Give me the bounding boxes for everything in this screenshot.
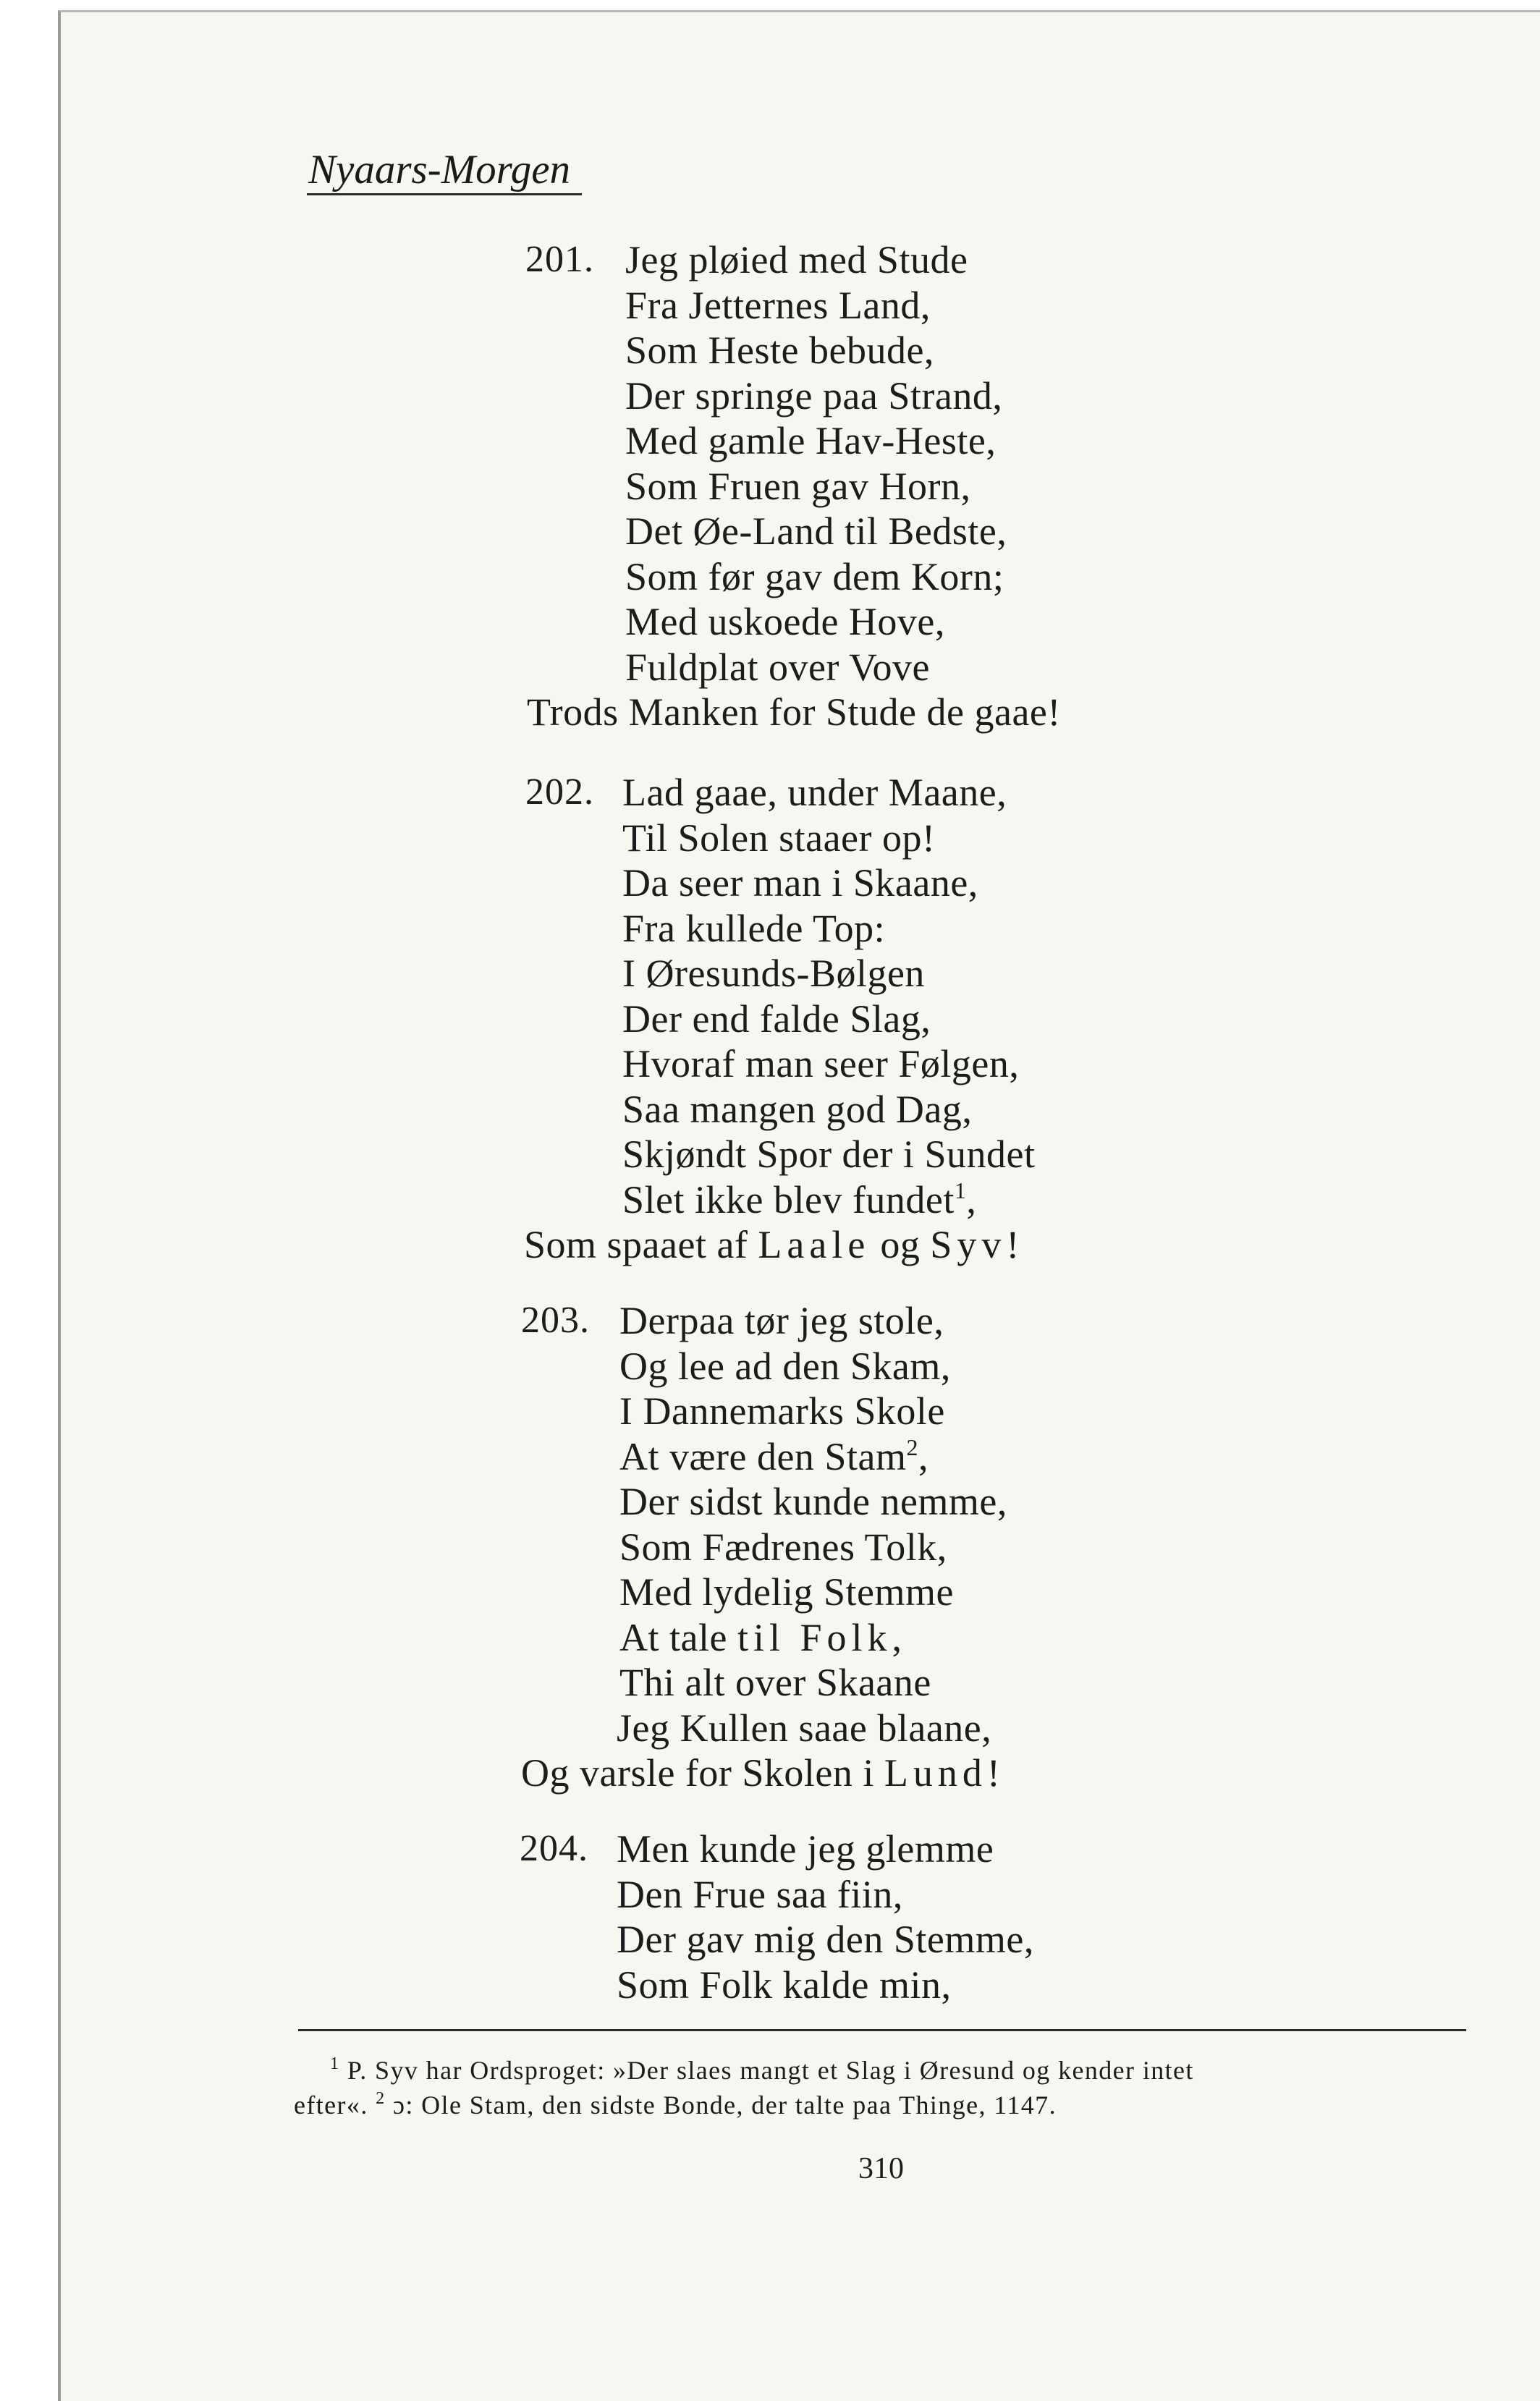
verse-line [619,1615,902,1661]
verse-line: Som Fædrenes Tolk, [619,1525,947,1569]
verse-line: I Øresunds-Bølgen [622,952,925,995]
verse-line: Med uskoede Hove, [625,600,945,643]
verse-line: Den Frue saa fiin, [617,1872,903,1916]
verse-line: Som Heste bebude, [625,329,934,372]
spaced-phrase-til-folk: til Folk [737,1615,892,1659]
verse-line: Som før gav dem Korn; [625,554,1004,598]
spaced-name-lund: Lund [884,1751,987,1795]
verse-line: Derpaa tør jeg stole, [619,1299,944,1342]
verse-line: Der sidst kunde nemme, [619,1480,1007,1523]
verse-line: Saa mangen god Dag, [622,1087,973,1131]
verse-line: Der gav mig den Stemme, [617,1918,1034,1961]
verse-line: Det Øe-Land til Bedste, [625,509,1007,553]
verse-line: Fuldplat over Vove [625,645,930,689]
verse-text: ! [1006,1223,1020,1266]
verse-text: At være den Stam [619,1434,907,1478]
footnote-text: efter«. [294,2091,368,2120]
verse-line: Jeg Kullen saae blaane, [617,1706,992,1750]
verse-line: Fra kullede Top: [622,906,886,950]
verse-line: Fra Jetternes Land, [625,283,931,327]
footnote-1 [330,2054,1194,2087]
footnote-2 [294,2088,1057,2122]
verse-line: Lad gaae, under Maane, [622,771,1007,814]
verse-line: Der end falde Slag, [622,996,931,1041]
stanza-number: 204. [520,1828,588,1869]
spaced-name-laale: Laale [758,1223,871,1266]
footnote-reference-1: 1 [954,1177,967,1203]
verse-line: Og lee ad den Skam, [619,1344,951,1388]
spaced-name-syv: Syv [930,1223,1007,1266]
verse-line: Thi alt over Skaane [619,1661,931,1704]
footnote-mark: 1 [330,2054,340,2073]
running-head: Nyaars-Morgen [308,147,571,192]
verse-text: og [870,1223,931,1266]
verse-line: Med gamle Hav-Heste, [625,419,997,462]
page-number: 310 [858,2152,904,2185]
verse-line: I Dannemarks Skole [619,1389,945,1433]
verse-text: Og varsle for Skolen i [521,1751,884,1795]
verse-text: At tale [619,1615,737,1659]
verse-line: Som Folk kalde min, [617,1962,952,2007]
verse-line: Skjøndt Spor der i Sundet [622,1132,1036,1176]
verse-line: Slet ikke blev fundet$^1$, [622,1177,977,1221]
verse-line: Trods Manken for Stude de gaae! [527,690,1061,734]
footnote-mark: 2 [376,2089,386,2108]
stanza-number: 202. [525,771,594,813]
verse-text: , [892,1615,902,1659]
stanza-number: 201. [525,239,594,280]
verse-line: Til Solen staaer op! [622,816,936,860]
verse-line: Da seer man i Skaane, [622,861,978,905]
running-head-underline [307,193,582,195]
verse-line: Som Fruen gav Horn, [625,464,971,508]
verse-line: Der springe paa Strand, [625,373,1003,418]
verse-text: ! [986,1751,1001,1795]
verse-line [521,1750,1000,1796]
verse-line: At være den Stam$^2$, [619,1434,928,1478]
verse-line [524,1222,1020,1268]
verse-text: Slet ikke blev fundet [622,1177,955,1221]
verse-line: Jeg pløied med Stude [625,238,968,281]
footnote-text: ɔ: Ole Stam, den sidste Bonde, der talte paa Thinge, 1147. [392,2091,1057,2120]
verse-line: Med lydelig Stemme [619,1570,954,1614]
verse-line: Men kunde jeg glemme [617,1827,994,1871]
verse-text: Som spaaet af [524,1223,758,1266]
footnote-rule [298,2029,1466,2031]
footnote-text: P. Syv har Ordsproget: »Der slaes mangt et Slag i Øresund og kender intet [347,2056,1194,2085]
verse-line: Hvoraf man seer Følgen, [622,1042,1020,1085]
stanza-number: 203. [521,1300,590,1341]
footnote-reference-2: 2 [906,1434,918,1460]
